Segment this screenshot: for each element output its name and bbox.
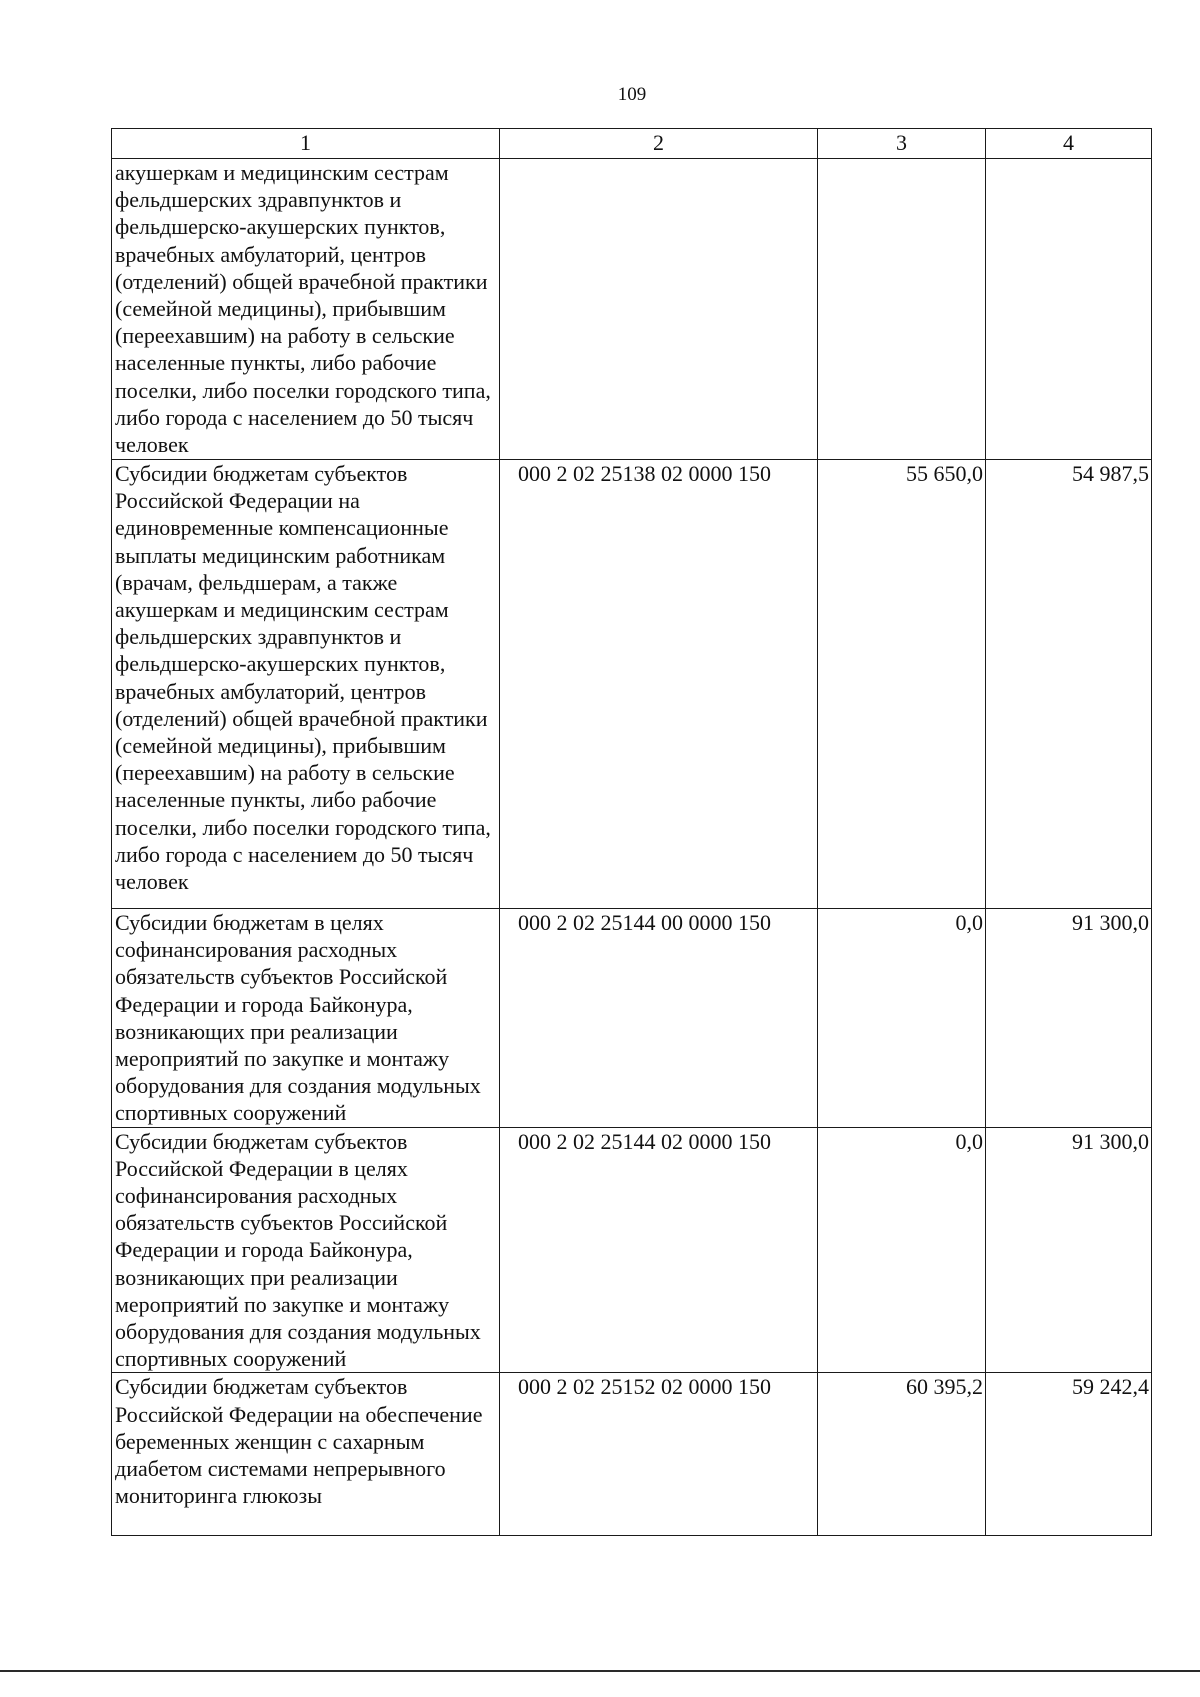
row-description: Субсидии бюджетам в целях софинансирования расходных обязательств субъектов Российской Федерации и города Байконура, возникающих при реализации мероприятий по закупке и монтажу оборудования для создания модульных спортивных сооружений — [112, 909, 500, 1128]
table-row — [112, 1373, 1152, 1536]
column-header: 3 — [818, 129, 986, 159]
row-value-col3: 0,0 — [818, 1127, 986, 1373]
row-value-col4: 54 987,5 — [986, 460, 1152, 909]
column-header: 1 — [112, 129, 500, 159]
row-code: 000 2 02 25144 00 0000 150 — [500, 909, 818, 1128]
column-header: 4 — [986, 129, 1152, 159]
table-row — [112, 460, 1152, 909]
row-code: 000 2 02 25152 02 0000 150 — [500, 1373, 818, 1536]
row-value-col3: 55 650,0 — [818, 460, 986, 909]
row-description: Субсидии бюджетам субъектов Российской Федерации в целях софинансирования расходных обязательств субъектов Российской Федерации и города Байконура, возникающих при реализации мероприятий по закупке и монтажу оборудования для создания модульных спортивных сооружений — [112, 1127, 500, 1373]
row-value-col3 — [818, 159, 986, 460]
column-header: 2 — [500, 129, 818, 159]
row-description: Субсидии бюджетам субъектов Российской Федерации на единовременные компенсационные выплаты медицинским работникам (врачам, фельдшерам, а также акушеркам и медицинским сестрам фельдшерских здравпунктов и фельдшерско-акушерских пунктов, врачебных амбулаторий, центров (отделений) общей врачебной практики (семейной медицины), прибывшим (переехавшим) на работу в сельские населенные пункты, либо рабочие поселки, либо поселки городского типа, либо города с населением до 50 тысяч человек — [112, 460, 500, 909]
row-code: 000 2 02 25144 02 0000 150 — [500, 1127, 818, 1373]
page-bottom-rule — [0, 1670, 1200, 1672]
row-description: Субсидии бюджетам субъектов Российской Федерации на обеспечение беременных женщин с сахарным диабетом системами непрерывного мониторинга глюкозы — [112, 1373, 500, 1536]
row-code: 000 2 02 25138 02 0000 150 — [500, 460, 818, 909]
budget-table — [111, 128, 1152, 1536]
row-value-col4: 91 300,0 — [986, 909, 1152, 1128]
row-value-col4 — [986, 159, 1152, 460]
table-row — [112, 159, 1152, 460]
row-value-col3: 0,0 — [818, 909, 986, 1128]
row-value-col4: 91 300,0 — [986, 1127, 1152, 1373]
row-value-col3: 60 395,2 — [818, 1373, 986, 1536]
row-value-col4: 59 242,4 — [986, 1373, 1152, 1536]
row-code — [500, 159, 818, 460]
table-header-row — [112, 129, 1152, 159]
row-description: акушеркам и медицинским сестрам фельдшерских здравпунктов и фельдшерско-акушерских пунктов, врачебных амбулаторий, центров (отделений) общей врачебной практики (семейной медицины), прибывшим (переехавшим) на работу в сельские населенные пункты, либо рабочие поселки, либо поселки городского типа, либо города с населением до 50 тысяч человек — [112, 159, 500, 460]
table-row — [112, 909, 1152, 1128]
page-number: 109 — [617, 84, 647, 105]
budget-table-container — [111, 128, 1151, 1536]
table-row — [112, 1127, 1152, 1373]
